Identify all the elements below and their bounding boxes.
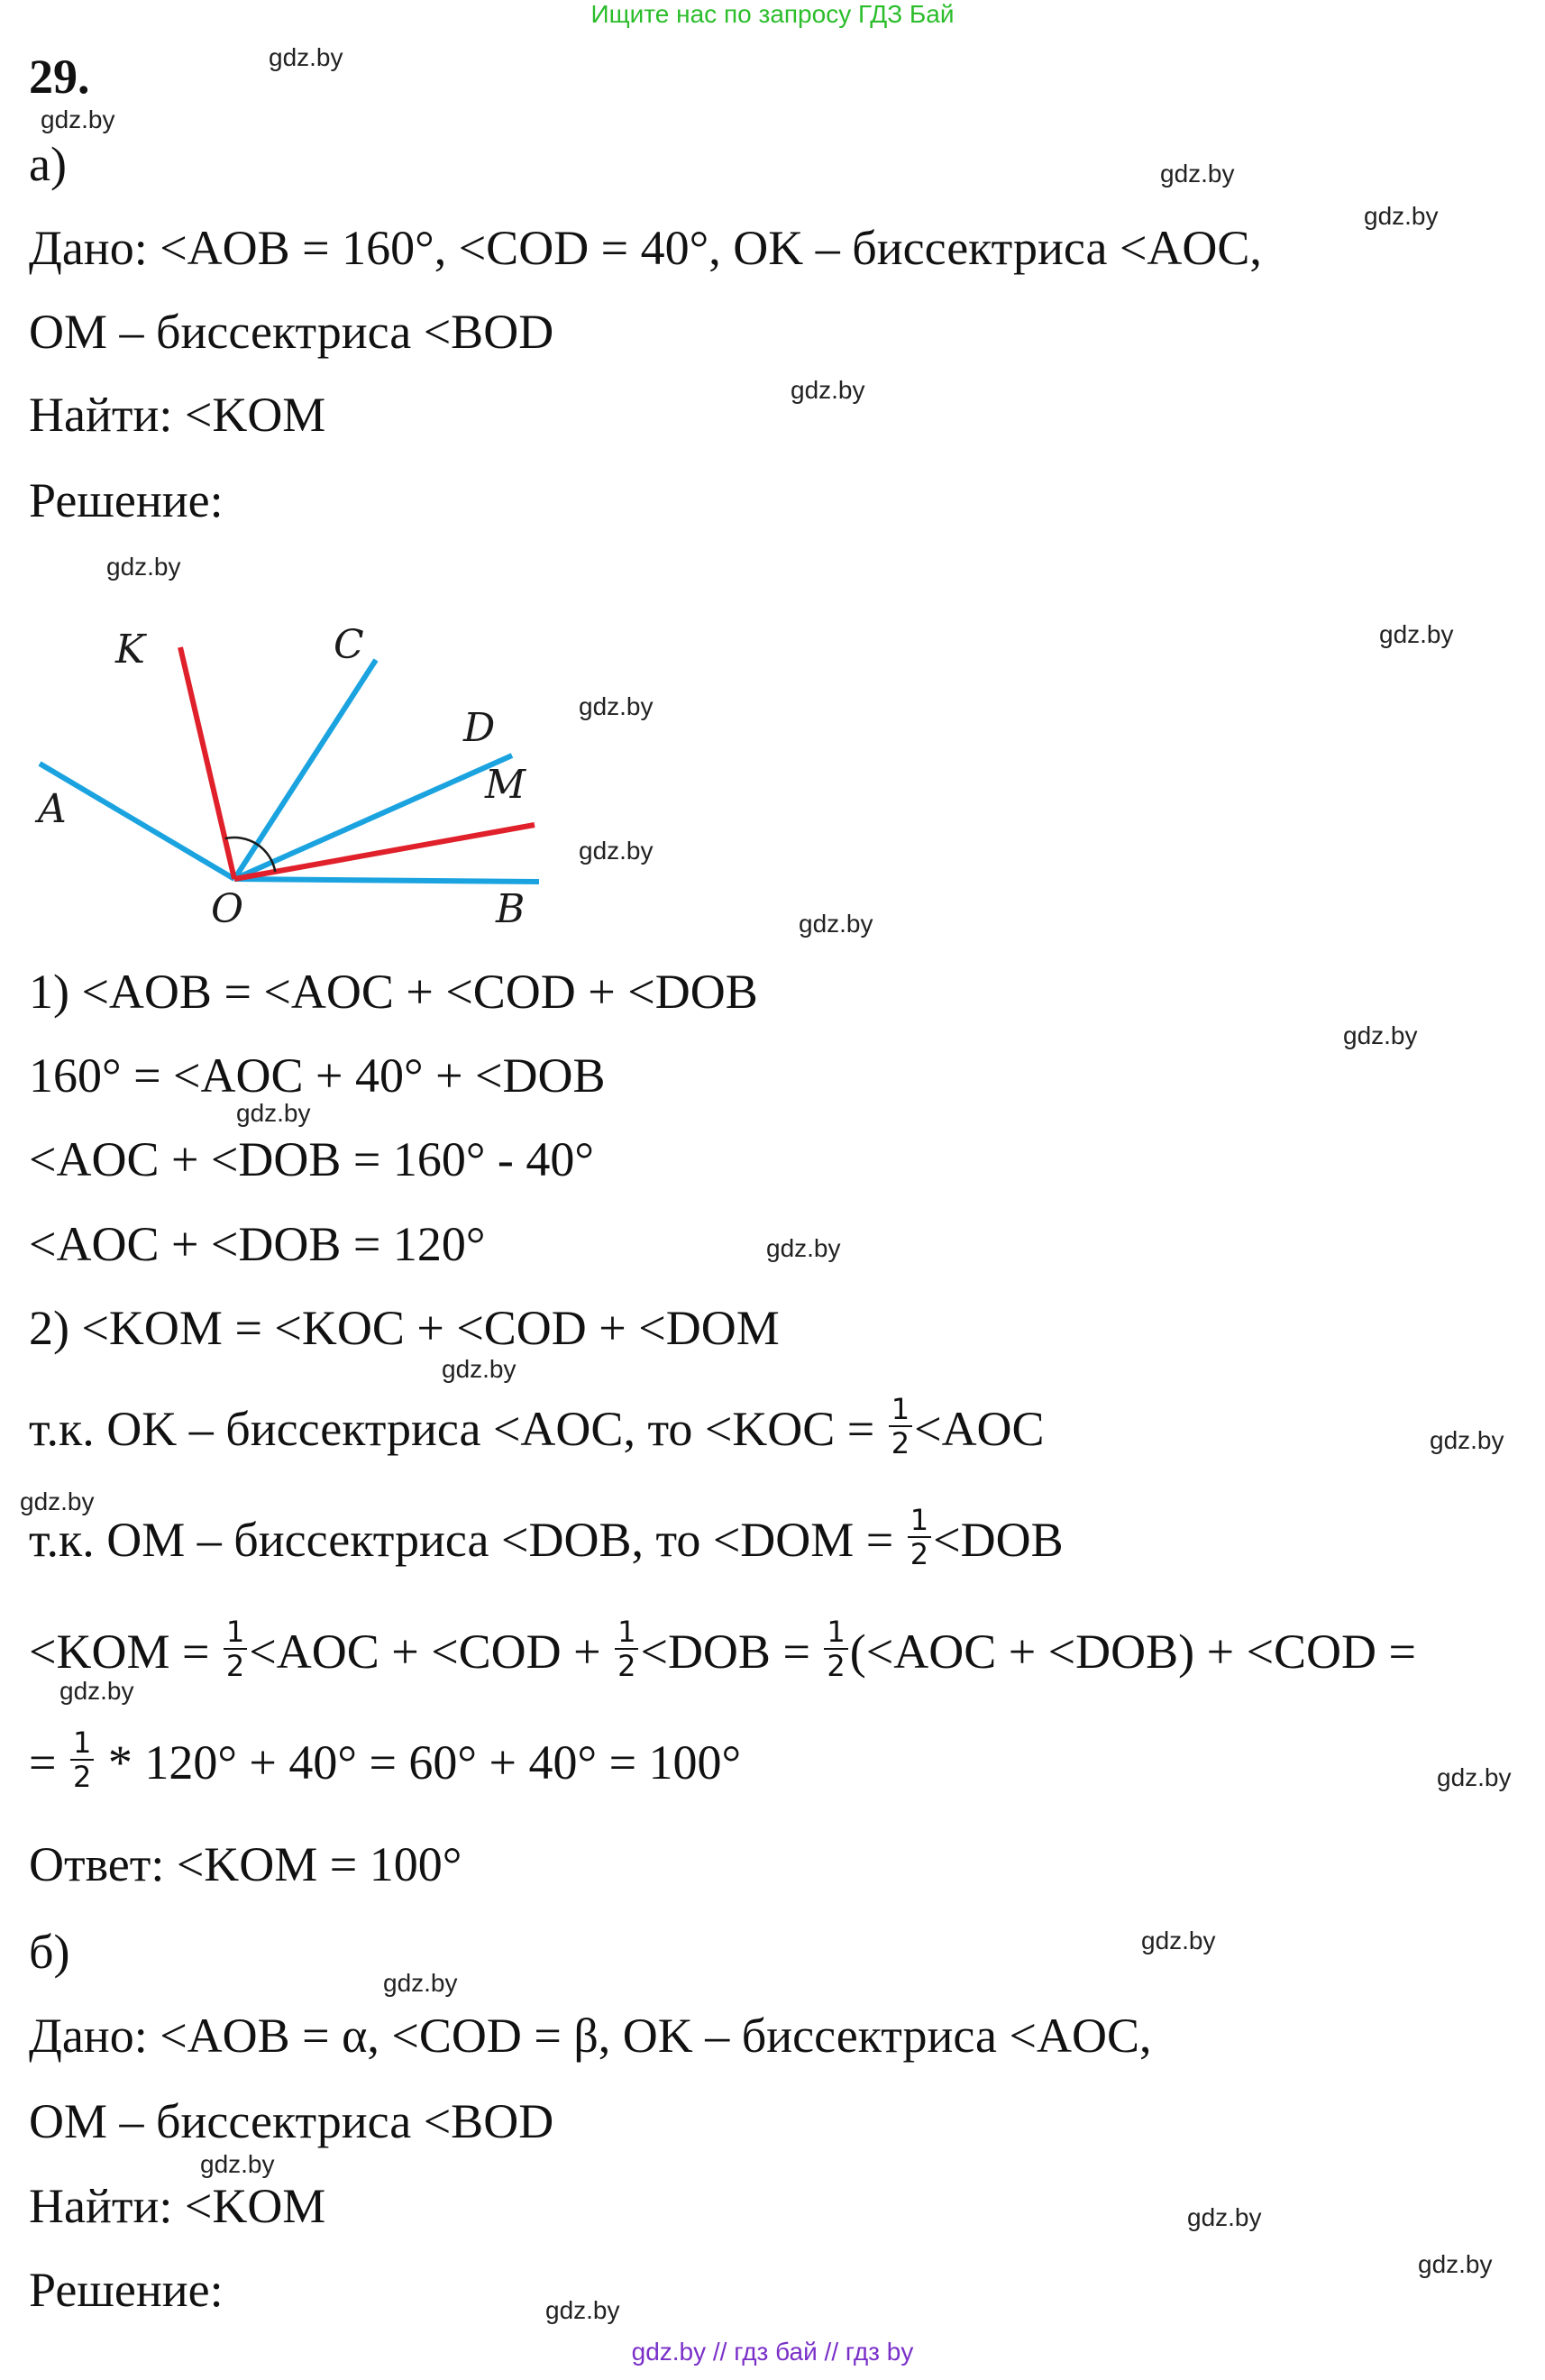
watermark: gdz.by [1418,2250,1493,2278]
watermark: gdz.by [1364,202,1439,230]
step2-line2 [29,1391,1045,1460]
part-a-given-1: Дано: <AOB = 160°, <COD = 40°, OK – биссектриса <AOC, [29,221,1262,275]
step1-line1: 1) <AOB = <AOC + <COD + <DOB [29,965,758,1019]
watermark: gdz.by [20,1488,95,1515]
step1-line4: <AOC + <DOB = 120° [29,1217,486,1271]
label-d: D [463,705,496,751]
fraction-denominator: 2 [889,1425,912,1460]
fraction-half [615,1616,638,1682]
calc-part2: <AOC + <COD + [249,1625,614,1679]
label-a: A [38,786,67,832]
part-a-given-2: OM – биссектриса <BOD [29,305,554,359]
step2-line3-text: т.к. OM – биссектриса <DOB, то <DOM = [29,1513,906,1567]
watermark: gdz.by [41,105,115,133]
part-a-label: а) [29,137,67,191]
fraction-denominator: 2 [908,1536,931,1570]
watermark: gdz.by [1160,160,1235,188]
fraction-numerator: 1 [891,1391,910,1426]
ray-oa [40,764,234,879]
watermark: gdz.by [579,837,654,865]
watermark: gdz.by [545,2296,620,2324]
watermark: gdz.by [791,376,865,404]
top-banner[interactable]: Ищите нас по запросу ГДЗ Бай [590,0,955,28]
label-m: M [485,762,526,808]
answer-a: Ответ: <KOM = 100° [29,1837,462,1891]
fraction-half [70,1726,94,1793]
fraction-half [824,1616,847,1682]
angle-diagram [27,613,568,938]
watermark: gdz.by [766,1234,841,1262]
part-b-given-1: Дано: <AOB = α, <COD = β, OK – биссектриса <AOC, [29,2009,1152,2063]
step1-line3: <AOC + <DOB = 160° - 40° [29,1132,595,1186]
fraction-denominator: 2 [615,1648,638,1682]
watermark: gdz.by [1379,620,1454,648]
watermark: gdz.by [236,1099,311,1127]
fraction-numerator: 1 [617,1614,636,1649]
label-c: C [334,622,364,668]
bottom-banner[interactable]: gdz.by // гдз бай // гдз by [631,2338,914,2366]
watermark: gdz.by [59,1677,134,1705]
watermark: gdz.by [799,910,873,938]
fraction-numerator: 1 [910,1502,929,1537]
label-k: K [115,627,145,673]
watermark: gdz.by [1430,1426,1504,1454]
ray-ob [234,879,539,882]
part-b-label: б) [29,1925,70,1979]
part-a-find: Найти: <KOM [29,388,326,442]
ray-ok [180,647,234,879]
fraction-half [889,1393,912,1460]
watermark: gdz.by [1343,1021,1418,1049]
watermark: gdz.by [383,1969,458,1997]
watermark: gdz.by [442,1355,517,1383]
watermark: gdz.by [269,43,343,71]
watermark: gdz.by [579,692,654,720]
watermark: gdz.by [200,2150,275,2178]
fraction-half [224,1616,247,1682]
problem-number: 29. [29,50,90,104]
watermark: gdz.by [106,553,181,581]
calc-part4: (<AOC + <DOB) + <COD = [849,1625,1416,1679]
part-b-find: Найти: <KOM [29,2179,326,2233]
ray-om [234,825,535,879]
fraction-denominator: 2 [824,1648,847,1682]
part-a-solution-label: Решение: [29,473,224,527]
label-b: B [496,886,526,932]
calc-part1: <KOM = [29,1625,222,1679]
fraction-denominator: 2 [70,1759,94,1793]
watermark: gdz.by [1141,1927,1216,1954]
step1-line2: 160° = <AOC + 40° + <DOB [29,1048,606,1103]
fraction-numerator: 1 [72,1725,92,1760]
part-b-solution-label: Решение: [29,2263,224,2317]
watermark: gdz.by [1437,1763,1512,1791]
watermark: gdz.by [1187,2203,1262,2231]
step2-line1: 2) <KOM = <KOC + <COD + <DOM [29,1301,780,1355]
fraction-denominator: 2 [224,1648,247,1682]
step2-line2-tail: <AOC [914,1402,1045,1456]
fraction-numerator: 1 [225,1614,245,1649]
step2-line3-tail: <DOB [933,1513,1064,1567]
fraction-numerator: 1 [827,1614,846,1649]
calc2-part2: * 120° + 40° = 60° + 40° = 100° [96,1735,742,1790]
calc-line2 [29,1725,742,1794]
calc-line1 [29,1614,1416,1683]
step2-line2-text: т.к. OK – биссектриса <AOC, то <KOC = [29,1402,887,1456]
part-b-given-2: OM – биссектриса <BOD [29,2094,554,2148]
step2-line3 [29,1502,1064,1571]
calc2-part1: = [29,1735,69,1790]
label-o: O [211,886,244,932]
calc-part3: <DOB = [640,1625,823,1679]
fraction-half [908,1504,931,1570]
